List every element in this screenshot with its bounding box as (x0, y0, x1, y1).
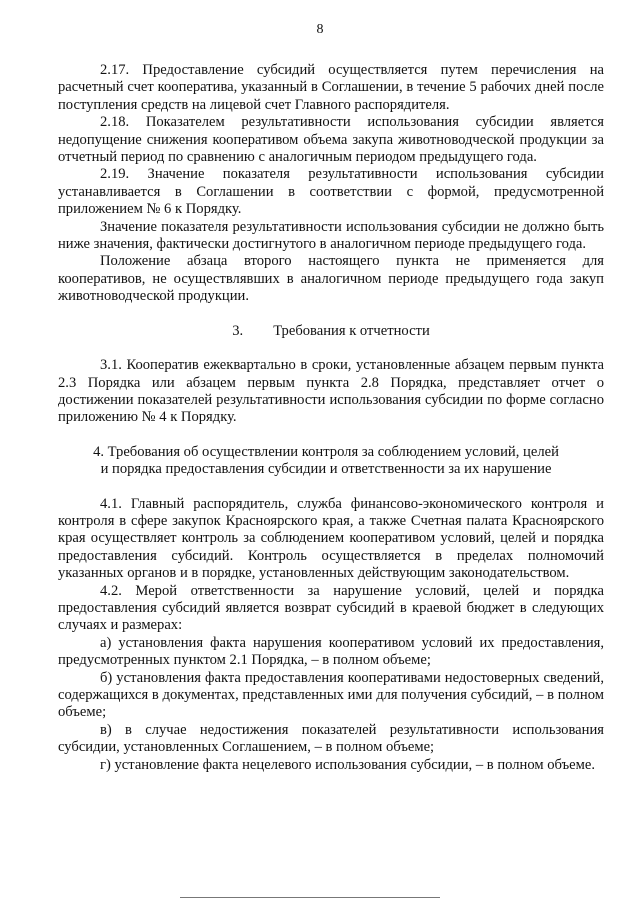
paragraph-2-17: 2.17. Предоставление субсидий осуществляется путем перечисления на расчетный счет кооператива, указанный в Соглашении, в течение 5 рабочих дней после поступления средств на лицевой счет Главного распорядителя. (58, 62, 604, 113)
paragraph-2-19-value: Значение показателя результативности использования субсидии не должно быть ниже значения, фактически достигнутого в аналогичном периоде предыдущего года. (58, 218, 604, 253)
bottom-divider (180, 897, 440, 898)
list-item-v: в) в случае недостижения показателей результативности использования субсидии, установленных Соглашением, – в полном объеме; (58, 721, 604, 756)
section-3-title: Требования к отчетности (273, 322, 430, 339)
document-body (58, 62, 604, 774)
list-item-a: а) установления факта нарушения кооперативом условий их предоставления, предусмотренных пунктом 2.1 Порядка, – в полном объеме; (58, 634, 604, 669)
section-3-heading (58, 323, 604, 340)
paragraph-2-19-exception: Положение абзаца второго настоящего пункта не применяется для кооперативов, не осуществлявших в аналогичном периоде предыдущего года закуп животноводческой продукции. (58, 253, 604, 305)
paragraph-3-1: 3.1. Кооператив ежеквартально в сроки, установленные абзацем первым пункта 2.3 Порядка или абзацем первым пункта 2.8 Порядка, представляет отчет о достижении показателей результативности использования субсидии по форме согласно приложению № 4 к Порядку. (58, 357, 604, 426)
paragraph-2-19: 2.19. Значение показателя результативности использования субсидии устанавливается в Соглашении в соответствии с формой, предусмотренной приложением № 6 к Порядку. (58, 166, 604, 218)
list-item-g: г) установление факта нецелевого использования субсидии, – в полном объеме. (100, 756, 595, 773)
section-4-title-line2: и порядка предоставления субсидии и ответственности за их нарушение (100, 461, 552, 478)
page-number: 8 (316, 22, 324, 37)
section-4-title-line1: 4. Требования об осуществлении контроля за соблюдением условий, целей (93, 443, 559, 460)
list-item-b: б) установления факта предоставления кооперативами недостоверных сведений, содержащихся в документах, представленных ими для получения субсидий, – в полном объеме; (58, 669, 604, 721)
paragraph-4-2: 4.2. Мерой ответственности за нарушение условий, целей и порядка предоставления субсидий является возврат субсидий в краевой бюджет в следующих случаях и размерах: (58, 582, 604, 634)
paragraph-4-1: 4.1. Главный распорядитель, служба финансово-экономического контроля и контроля в сфере закупок Красноярского края, а также Счетная палата Красноярского края осуществляет контроль за соблюдением кооперативом условий, целей и порядка предоставления субсидий. Контроль осуществляется в пределах полномочий указанных органов и в порядке, установленных действующим законодательством. (58, 495, 604, 582)
section-3-number: 3. (232, 322, 244, 339)
section-4-heading (58, 444, 604, 479)
paragraph-2-18: 2.18. Показателем результативности использования субсидии является недопущение снижения кооперативом объема закупа животноводческой продукции за отчетный период по сравнению с аналогичным периодом предыдущего года. (58, 114, 604, 166)
